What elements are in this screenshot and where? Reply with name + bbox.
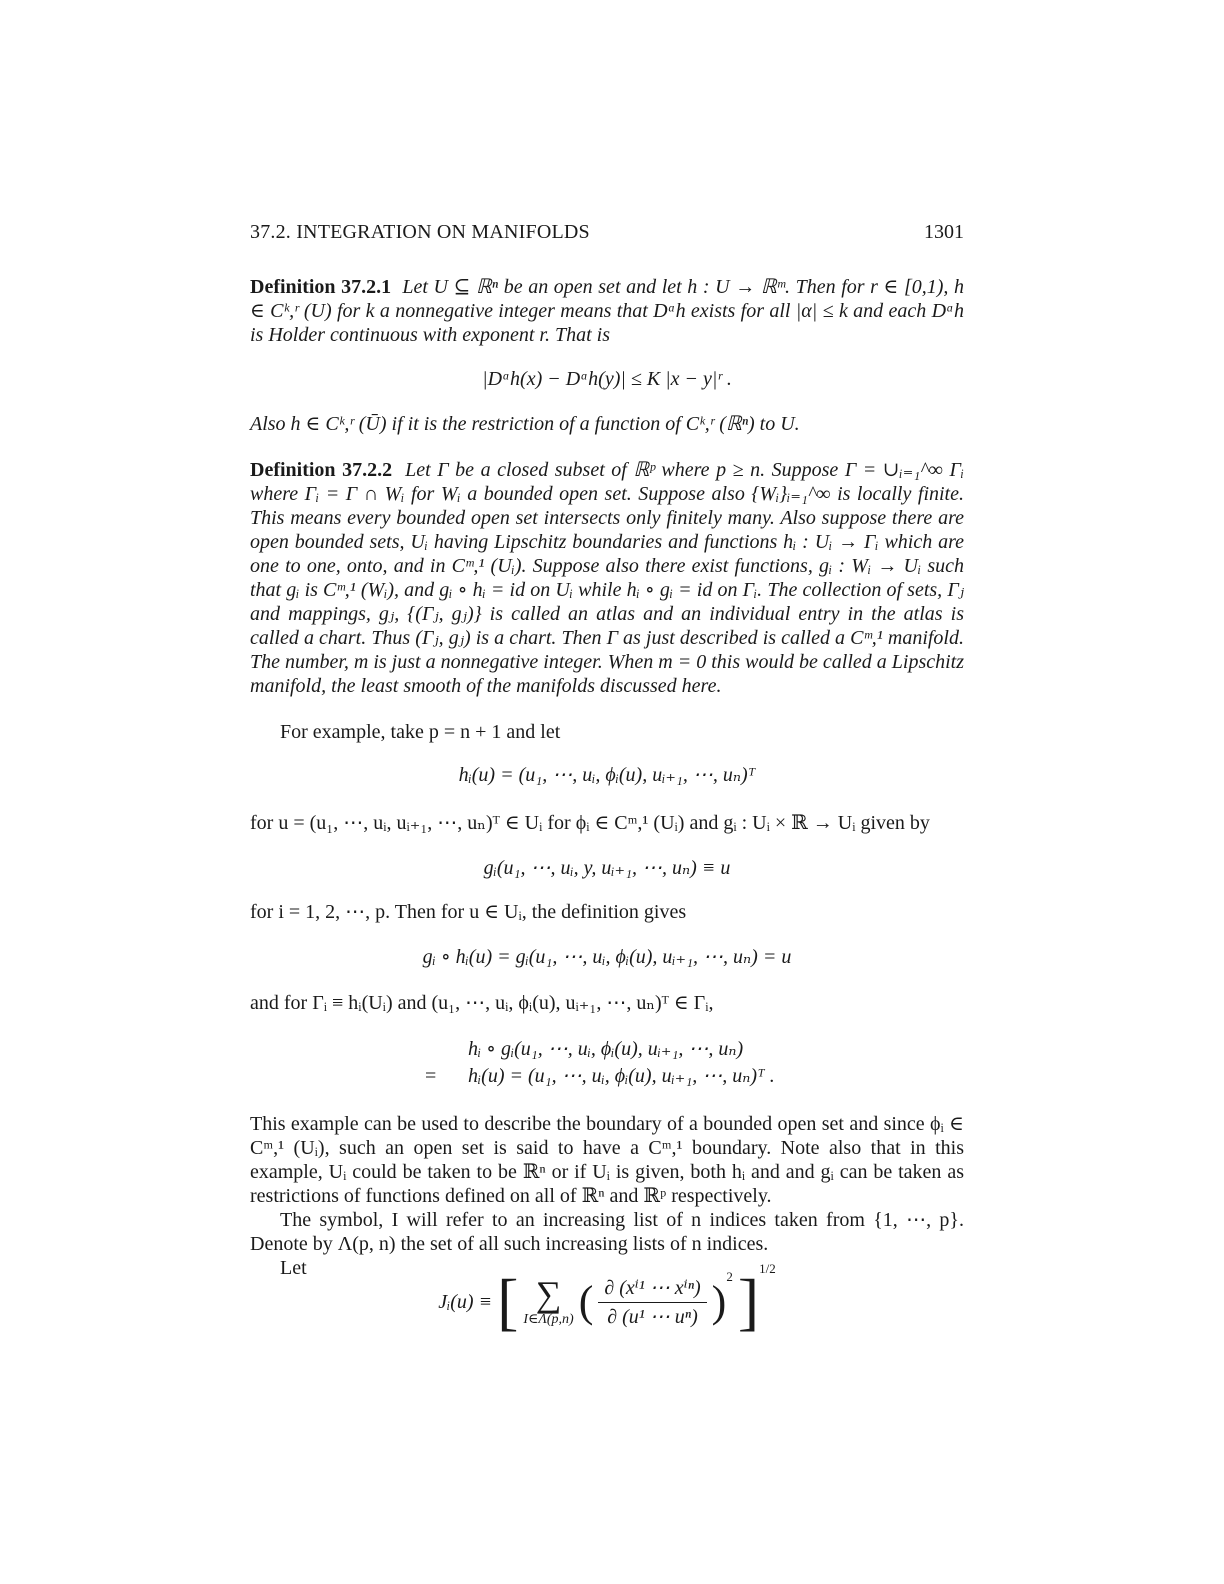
fraction-denominator: ∂ (u¹ ⋯ uⁿ) [607,1305,698,1328]
left-paren: ( [578,1277,594,1326]
boundary-paragraph [250,1112,964,1208]
left-bracket: [ [497,1266,519,1337]
right-paren: ) [711,1277,727,1326]
definition-1-body [250,275,964,347]
equation-hg-line-2 [425,1064,775,1088]
definition-1-text: Let U ⊆ ℝⁿ be an open set and let h : U → ℝᵐ. Then for r ∈ [0,1), h ∈ Cᵏ,ʳ (U) for k a nonnegative integer means that Dᵅh exists for all |α| ≤ k and each Dᵅh is Holder continuous with exponent r. That is [250,276,965,346]
definition-2-label: Definition 37.2.2 [250,459,393,481]
symbol-paragraph [250,1208,964,1256]
line-for-u [250,811,964,835]
equation-h: hᵢ(u) = (u₁, ⋯, uᵢ, ϕᵢ(u), uᵢ₊₁, ⋯, uₙ)ᵀ [458,764,756,786]
fraction-numerator: ∂ (xⁱ¹ ⋯ xⁱⁿ) [598,1276,706,1303]
outer-power: 1/2 [759,1260,776,1276]
section-title: 37.2. INTEGRATION ON MANIFOLDS [250,221,590,243]
running-head [250,220,964,244]
definition-2-text: Let Γ be a closed subset of ℝᵖ where p ≥ n. Suppose Γ = ∪ᵢ₌₁^∞ Γᵢ where Γᵢ = Γ ∩ Wᵢ for Wᵢ a bounded open set. Suppose also {Wᵢ}ᵢ₌₁^∞ is locally finite. This means every bounded open set intersects only finitely many. Also suppose there are open bounded sets, Uᵢ having Lipschitz boundaries and functions hᵢ : Uᵢ → Γᵢ which are one to one, onto, and in Cᵐ,¹ (Uᵢ). Suppose also there exist functions, gᵢ : Wᵢ → Uᵢ such that gᵢ is Cᵐ,¹ (Wᵢ), and gᵢ ∘ hᵢ = id on Uᵢ while hᵢ ∘ gᵢ = id on Γᵢ. The collection of sets, Γⱼ and mappings, gⱼ, {(Γⱼ, gⱼ)} is called an atlas and an individual entry in the atlas is called a chart. Thus (Γⱼ, gⱼ) is a chart. Then Γ as just described is called a Cᵐ,¹ manifold. The number, m is just a nonnegative integer. When m = 0 this would be called a Lipschitz manifold, the least smooth of the manifolds discussed here. [250,459,964,697]
summation [523,1276,573,1328]
line-for-u-text: for u = (u₁, ⋯, uᵢ, uᵢ₊₁, ⋯, uₙ)ᵀ ∈ Uᵢ for ϕᵢ ∈ Cᵐ,¹ (Uᵢ) and gᵢ : Uᵢ × ℝ → Uᵢ given by [250,812,930,834]
equation-hg-equals: = [425,1065,437,1087]
line-and-for-text: and for Γᵢ ≡ hᵢ(Uᵢ) and (u₁, ⋯, uᵢ, ϕᵢ(u), uᵢ₊₁, ⋯, uₙ)ᵀ ∈ Γᵢ, [250,992,714,1014]
equation-hg-rhs: hᵢ(u) = (u₁, ⋯, uᵢ, ϕᵢ(u), uᵢ₊₁, ⋯, uₙ)ᵀ . [468,1065,775,1087]
jacobian-lhs: Jᵢ(u) ≡ [438,1291,493,1313]
equation-hg-line-1: hᵢ ∘ gᵢ(u₁, ⋯, uᵢ, ϕᵢ(u), uᵢ₊₁, ⋯, uₙ) [468,1038,744,1060]
line-for-i [250,900,964,924]
example-intro-text: For example, take p = n + 1 and let [280,721,561,743]
sum-index: I∈Λ(p,n) [523,1312,574,1327]
definition-1-closure [250,412,964,436]
definition-37-2-2 [250,458,964,698]
sum-sign: ∑ [535,1274,562,1314]
boundary-paragraph-text: This example can be used to describe the boundary of a bounded open set and since ϕᵢ ∈ Cᵐ,¹ (Uᵢ), such an open set is said to have a Cᵐ,¹ boundary. Note also that in this example, Uᵢ could be taken to be ℝⁿ or if Uᵢ is given, both hᵢ and and gᵢ can be taken as restrictions of functions defined on all of ℝⁿ and ℝᵖ respectively. [250,1113,964,1207]
partial-fraction [598,1276,706,1329]
definition-37-2-1 [250,275,964,347]
inner-power: 2 [726,1268,733,1284]
definition-2-body [250,458,964,698]
example-intro [250,720,964,744]
line-for-i-text: for i = 1, 2, ⋯, p. Then for u ∈ Uᵢ, the definition gives [250,901,687,923]
equation-g: gᵢ(u₁, ⋯, uᵢ, y, uᵢ₊₁, ⋯, uₙ) ≡ u [483,857,731,879]
holder-inequality: |Dᵅh(x) − Dᵅh(y)| ≤ K |x − y|ʳ . [482,368,732,390]
symbol-paragraph-text: The symbol, I will refer to an increasing list of n indices taken from {1, ⋯, p}. Denote by Λ(p, n) the set of all such increasing lists of n indices. [250,1209,964,1255]
let-word: Let [280,1257,307,1279]
page [250,0,964,1584]
line-and-for [250,991,964,1015]
page-number: 1301 [924,221,964,243]
definition-1-label: Definition 37.2.1 [250,276,392,298]
right-bracket: ] [737,1266,760,1337]
definition-1-closure-text: Also h ∈ Cᵏ,ʳ (Ū) if it is the restriction of a function of Cᵏ,ʳ (ℝⁿ) to U. [250,413,800,435]
equation-h-compose-g [425,1037,775,1088]
equation-g-compose-h: gᵢ ∘ hᵢ(u) = gᵢ(u₁, ⋯, uᵢ, ϕᵢ(u), uᵢ₊₁, ⋯, uₙ) = u [422,946,792,968]
